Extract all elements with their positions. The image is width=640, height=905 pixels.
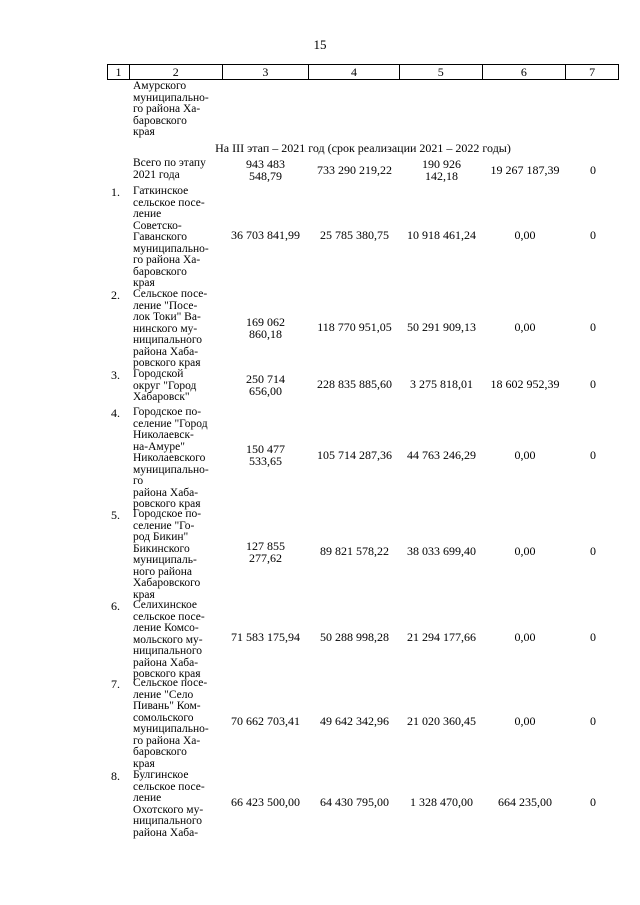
total-name: Всего по этапу 2021 года xyxy=(133,157,206,181)
total-c4: 733 290 219,22 xyxy=(317,163,392,177)
row-c5: 10 918 461,24 xyxy=(407,228,476,242)
row-c6: 664 235,00 xyxy=(498,795,552,809)
row-c4: 50 288 998,28 xyxy=(320,630,389,644)
row-c5: 1 328 470,00 xyxy=(410,795,473,809)
header-cell-6: 6 xyxy=(483,65,567,79)
row-name: Городское по- селение "Город Николаевск- на-Амуре" Николаевского муниципально- го района Хаба- ровского края xyxy=(133,406,209,510)
row-c3: 250 714 656,00 xyxy=(246,372,285,398)
row-c5: 21 294 177,66 xyxy=(407,630,476,644)
row-c4: 49 642 342,96 xyxy=(320,714,389,728)
row-c4: 118 770 951,05 xyxy=(317,320,392,334)
header-cell-4: 4 xyxy=(309,65,400,79)
row-c3: 71 583 175,94 xyxy=(231,630,300,644)
row-number: 2. xyxy=(111,288,120,302)
row-name: Сельское посе- ление "Село Пивань" Ком- сомольского муниципально- го района Ха- баровского края xyxy=(133,677,209,770)
table-header-row xyxy=(107,64,619,80)
header-cell-7: 7 xyxy=(589,65,596,79)
row-c6: 18 602 952,39 xyxy=(490,377,560,391)
total-c6: 19 267 187,39 xyxy=(490,163,560,177)
row-name: Сельское посе- ление "Посе- лок Токи" Ва- нинского му- ниципального района Хаба- ровского края xyxy=(133,288,208,369)
row-c6: 0,00 xyxy=(514,714,536,728)
row-c6: 0,00 xyxy=(514,228,536,242)
row-number: 8. xyxy=(111,769,120,783)
row-name: Городской округ "Город Хабаровск" xyxy=(133,368,197,403)
row-c3: 169 062 860,18 xyxy=(246,315,285,341)
row-c3: 36 703 841,99 xyxy=(231,228,300,242)
row-c6: 0,00 xyxy=(514,544,536,558)
row-c3: 150 477 533,65 xyxy=(246,442,285,468)
row-name: Городское по- селение "Го- род Бикин" Бикинского муниципаль- ного района Хабаровского края xyxy=(133,508,202,601)
row-c4: 105 714 287,36 xyxy=(317,448,392,462)
row-c3: 70 662 703,41 xyxy=(231,714,300,728)
row-name: Селихинское сельское посе- ление Комсо- мольского му- ниципального района Хаба- ровского края xyxy=(133,599,205,680)
row-c6: 0,00 xyxy=(514,448,536,462)
total-c7: 0 xyxy=(590,163,596,177)
stage-title: На III этап – 2021 год (срок реализации 2021 – 2022 годы) xyxy=(215,141,511,155)
row-c6: 0,00 xyxy=(514,320,536,334)
header-cell-1: 1 xyxy=(108,65,130,79)
row-number: 4. xyxy=(111,406,120,420)
row-c7: 0 xyxy=(590,714,596,728)
row-c3: 66 423 500,00 xyxy=(231,795,300,809)
row-c5: 3 275 818,01 xyxy=(410,377,473,391)
row-c7: 0 xyxy=(590,320,596,334)
row-name: Булгинское сельское посе- ление Охотского му- ниципального района Хаба- xyxy=(133,769,205,839)
row-c5: 50 291 909,13 xyxy=(407,320,476,334)
row-c5: 44 763 246,29 xyxy=(407,448,476,462)
row-c4: 228 835 885,60 xyxy=(317,377,392,391)
row-number: 6. xyxy=(111,599,120,613)
row-c7: 0 xyxy=(590,544,596,558)
row-c6: 0,00 xyxy=(514,630,536,644)
row-number: 1. xyxy=(111,185,120,199)
row-c7: 0 xyxy=(590,228,596,242)
row-number: 5. xyxy=(111,508,120,522)
row-c4: 64 430 795,00 xyxy=(320,795,389,809)
row-name: Гаткинское сельское посе- ление Советско- Гаванского муниципально- го района Ха- баровского края xyxy=(133,185,209,289)
header-cell-2: 2 xyxy=(130,65,223,79)
header-cell-3: 3 xyxy=(223,65,310,79)
row-number: 7. xyxy=(111,677,120,691)
total-c3: 943 483 548,79 xyxy=(246,157,285,183)
total-c5: 190 926 142,18 xyxy=(422,157,461,183)
continuation-text: Амурского муниципально- го района Ха- баровского края xyxy=(133,80,209,138)
row-c4: 89 821 578,22 xyxy=(320,544,389,558)
row-c4: 25 785 380,75 xyxy=(320,228,389,242)
row-c7: 0 xyxy=(590,377,596,391)
row-c5: 38 033 699,40 xyxy=(407,544,476,558)
row-c7: 0 xyxy=(590,795,596,809)
header-cell-5: 5 xyxy=(400,65,483,79)
row-c3: 127 855 277,62 xyxy=(246,539,285,565)
row-c5: 21 020 360,45 xyxy=(407,714,476,728)
row-number: 3. xyxy=(111,368,120,382)
row-c7: 0 xyxy=(590,630,596,644)
page-number: 15 xyxy=(313,37,327,52)
row-c7: 0 xyxy=(590,448,596,462)
